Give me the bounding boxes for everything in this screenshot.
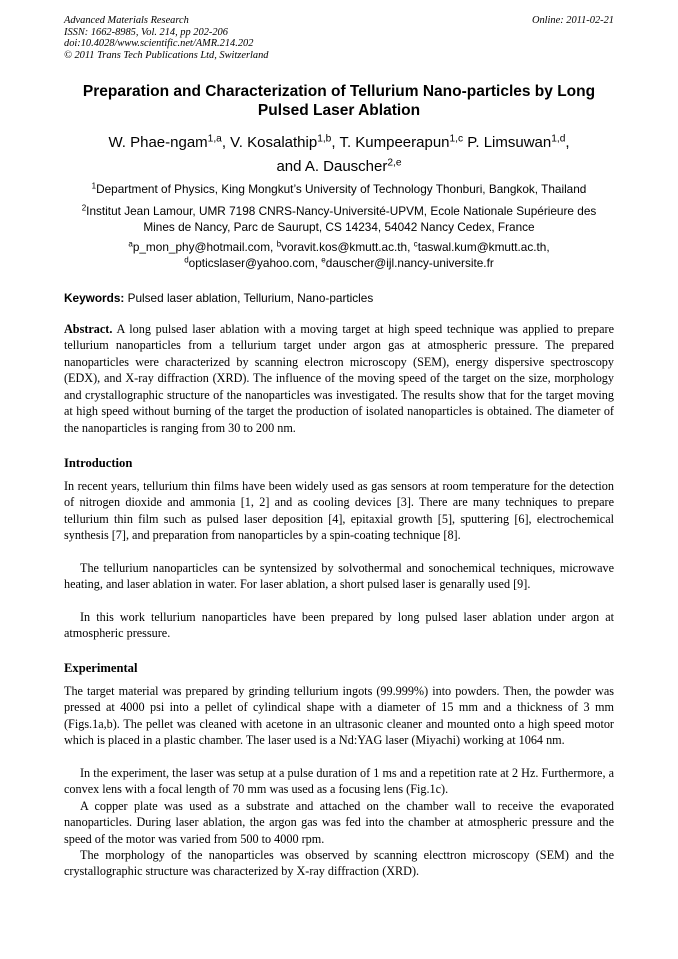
email-address[interactable]: voravit.kos@kmutt.ac.th, bbox=[281, 240, 414, 254]
author-affiliation-mark: 1,a bbox=[207, 133, 222, 145]
keywords-label: Keywords: bbox=[64, 291, 125, 305]
abstract-text: A long pulsed laser ablation with a moving target at high speed technique was applied to prepare tellurium nanoparticles from a tellurium target under argon gas at atmospheric pressure. The prepared nanoparticles were characterized by scanning electron microscopy (SEM), energy dispersive spectroscopy (EDX), and X-ray diffraction (XRD). The influence of the moving speed of the target on the size, morphology and crystallographic structure of the nanoparticles was investigated. The results show that for the target moving at high speed without burning of the target the production of isolated nanoparticles is obtained. The diameter of the nanoparticles is ranging from 30 to 200 nm. bbox=[64, 322, 614, 435]
author-emails bbox=[52, 240, 626, 271]
author-affiliation-mark: 1,b bbox=[317, 133, 332, 145]
author-list bbox=[60, 131, 618, 179]
copyright-line: © 2011 Trans Tech Publications Ltd, Switzerland bbox=[64, 49, 269, 61]
online-date: Online: 2011-02-21 bbox=[531, 15, 614, 26]
author-name: V. Kosalathip bbox=[230, 134, 318, 151]
affiliation-text: Mines de Nancy, Parc de Saurupt, CS 14234, 54042 Nancy Cedex, France bbox=[143, 219, 535, 234]
abstract bbox=[64, 321, 614, 436]
paper-title: Preparation and Characterization of Tellurium Nano-particles by Long Pulsed Laser Ablation bbox=[82, 83, 596, 119]
email-address[interactable]: p_mon_phy@hotmail.com, bbox=[132, 240, 277, 254]
affiliation-mark: 1 bbox=[91, 181, 97, 191]
author-separator: , bbox=[565, 134, 570, 151]
author-separator: , bbox=[221, 134, 231, 151]
author-name: and A. Dauscher bbox=[276, 158, 388, 175]
author-name: P. Limsuwan bbox=[467, 134, 552, 151]
author-affiliation-mark: 1,c bbox=[449, 133, 464, 145]
affiliation-2 bbox=[52, 204, 626, 235]
email-address[interactable]: taswal.kum@kmutt.ac.th, bbox=[417, 240, 550, 254]
keywords-line bbox=[64, 291, 373, 305]
affiliation-text: Department of Physics, King Mongkut’s University of Technology Thonburi, Bangkok, Thailand bbox=[96, 182, 587, 196]
email-mark: e bbox=[321, 255, 326, 265]
email-address[interactable]: dauscher@ijl.nancy-universite.fr bbox=[325, 255, 494, 270]
author-separator: , bbox=[331, 134, 340, 151]
author-name: W. Phae-ngam bbox=[108, 134, 208, 151]
issn-line: ISSN: 1662-8985, Vol. 214, pp 202-206 bbox=[64, 26, 228, 38]
journal-name: Advanced Materials Research bbox=[64, 15, 189, 26]
author-name: T. Kumpeerapun bbox=[339, 134, 450, 151]
introduction-paragraph-2: The tellurium nanoparticles can be syntensized by solvothermal and sonochemical techniques, microwave heating, and laser ablation in water. For laser ablation, a short pulsed laser is genarally used [9]. bbox=[64, 561, 614, 592]
introduction-paragraph-1: In recent years, tellurium thin films have been widely used as gas sensors at room temperature for the detection of nitrogen dioxide and ammonia [1, 2] and as cooling devices [3]. There are many techniques to prepare tellurium thin film such as pulsed laser deposition [4], epitaxial growth [5], sputtering [6], electrochemical synthesis [7], and preparation from nanoparticles by a spin-coating technique [8]. bbox=[64, 479, 614, 543]
section-heading-introduction: Introduction bbox=[64, 456, 133, 470]
affiliation-mark: 2 bbox=[81, 203, 87, 213]
experimental-paragraph-4: The morphology of the nanoparticles was observed by scanning electtron microscopy (SEM) and the crystallographic structure was characterized by X-ray diffraction (XRD). bbox=[64, 848, 614, 879]
affiliation-text: Institut Jean Lamour, UMR 7198 CNRS-Nancy-Université-UPVM, Ecole Nationale Supérieure des bbox=[86, 204, 597, 218]
author-affiliation-mark: 1,d bbox=[551, 133, 566, 145]
section-heading-experimental: Experimental bbox=[64, 661, 138, 675]
keywords-text: Pulsed laser ablation, Tellurium, Nano-particles bbox=[124, 291, 374, 305]
experimental-paragraph-3: A copper plate was used as a substrate and attached on the chamber wall to receive the evaporated nanoparticles. During laser ablation, the argon gas was fed into the chamber at atmospheric pressure and the speed of the motor was varied from 500 to 4000 rpm. bbox=[64, 799, 614, 846]
email-mark: a bbox=[128, 239, 133, 249]
doi-line: doi:10.4028/www.scientific.net/AMR.214.202 bbox=[64, 38, 254, 50]
author-affiliation-mark: 2,e bbox=[387, 157, 402, 169]
email-mark: c bbox=[413, 239, 418, 249]
email-address[interactable]: opticslaser@yahoo.com, bbox=[188, 255, 322, 270]
journal-header bbox=[64, 15, 268, 61]
experimental-paragraph-1: The target material was prepared by grinding tellurium ingots (99.999%) into powders. Then, the powder was pressed at 4000 psi into a pellet of cylindical shape with a diameter of 15 mm and a thickness of 3 mm (Figs.1a,b). The pellet was cleaned with acetone in an ultrasonic cleaner and mounted onto a high speed motor which is placed in a plastic chamber. The laser used is a Nd:YAG laser (Miyachi) working at 1064 nm. bbox=[64, 684, 614, 748]
introduction-paragraph-3: In this work tellurium nanoparticles have been prepared by long pulsed laser ablation under argon at atmospheric pressure. bbox=[64, 610, 614, 641]
email-mark: d bbox=[184, 255, 189, 265]
abstract-label: Abstract. bbox=[64, 322, 113, 336]
experimental-paragraph-2: In the experiment, the laser was setup at a pulse duration of 1 ms and a repetition rate at 2 Hz. Furthermore, a convex lens with a focal length of 70 mm was used as a focusing lens (Fig.1c). bbox=[64, 766, 614, 797]
affiliation-1 bbox=[52, 182, 626, 198]
email-mark: b bbox=[276, 239, 282, 249]
